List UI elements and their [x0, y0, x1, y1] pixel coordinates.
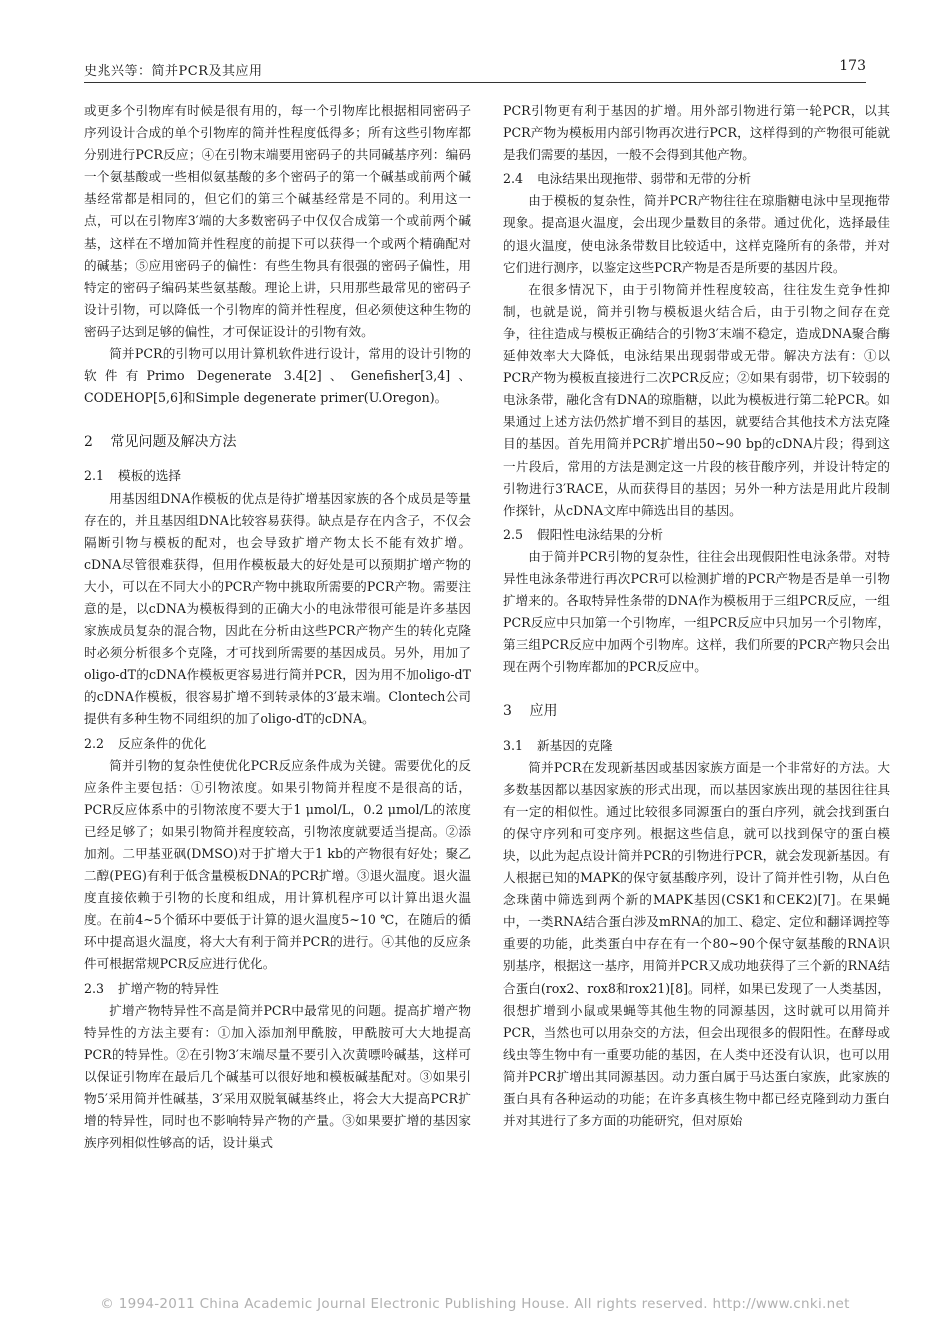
- paragraph: 由于模板的复杂性，简并PCR产物往往在琼脂糖电泳中呈现拖带现象。提高退火温度，会出现少量数目的条带。通过优化，选择最佳的退火温度，使电泳条带数目比较适中，这样克隆所有的条带，并对它们进行测序，以鉴定这些PCR产物是否是所要的基因片段。: [503, 193, 890, 275]
- right-column: [503, 100, 890, 1132]
- subsection-heading: [84, 978, 471, 1000]
- subsection-title: 新基因的克隆: [537, 737, 613, 753]
- subsection-number: 3.1: [503, 737, 524, 753]
- paragraph: 在很多情况下，由于引物简并性程度较高，往往发生竞争性抑制，也就是说，简并引物与模板退火结合后，由于引物之间存在竞争，往往造成与模板正确结合的引物3′末端不稳定，造成DNA聚合酶延伸效率大大降低，电泳结果出现弱带或无带。解决方法有：①以PCR产物为模板直接进行二次PCR反应；②如果有弱带，切下较弱的电泳条带，融化含有DNA的琼脂糖，以此为模板进行第二轮PCR。如果通过上述方法仍然扩增不到目的基因，就要结合其他技术方法克隆目的基因。首先用简并PCR扩增出50~90 bp的cDNA片段；得到这一片段后，常用的方法是测定这一片段的核苷酸序列，并设计特定的引物进行3′RACE，从而获得目的基因；另外一种方法是用此片段制作探针，从cDNA文库中筛选出目的基因。: [503, 281, 890, 518]
- subsection-heading: [84, 465, 471, 487]
- paragraph: 简并PCR的引物可以用计算机软件进行设计，常用的设计引物的软件有Primo Degenerate 3.4[2]、Genefisher[3,4]、CODEHOP[5,6]和Simple degenerate primer(U.Oregon)。: [84, 346, 471, 406]
- subsection-title: 电泳结果出现拖带、弱带和无带的分析: [537, 171, 752, 187]
- copyright-footer: © 1994-2011 China Academic Journal Electronic Publishing House. All rights reserved. http://www.cnki.net: [100, 1296, 850, 1312]
- paragraph: 或更多个引物库有时候是很有用的，每一个引物库比根据相同密码子序列设计合成的单个引物库的简并性程度低得多；所有这些引物库都分别进行PCR反应；④在引物末端要用密码子的共同碱基序列：编码一个氨基酸或一些相似氨基酸的多个密码子的第一个碱基或前两个碱基经常都是相同的，但它们的第三个碱基经常是不同的。利用这一点，可以在引物库3′端的大多数密码子中仅仅合成第一个或前两个碱基，这样在不增加简并性程度的前提下可以获得一个或两个精确配对的碱基；⑤应用密码子的偏性：有些生物具有很强的密码子偏性，用特定的密码子编码某些氨基酸。理论上讲，只用那些最常见的密码子设计引物，可以降低一个引物库的简并性程度，但必须使这种生物的密码子达到足够的偏性，才可保证设计的引物有效。: [84, 103, 471, 339]
- section-title: 应用: [529, 703, 558, 720]
- section-number: 2: [84, 434, 93, 451]
- section-heading: [503, 700, 890, 722]
- subsection-number: 2.1: [84, 468, 105, 484]
- left-column: [84, 100, 471, 1154]
- section-title: 常见问题及解决方法: [110, 434, 237, 451]
- subsection-title: 扩增产物的特异性: [118, 980, 219, 996]
- paragraph: 简并引物的复杂性使优化PCR反应条件成为关键。需要优化的反应条件主要包括：①引物浓度。如果引物简并程度不是很高的话，PCR反应体系中的引物浓度不要大于1 μmol/L，0.2 μmol/L的浓度已经足够了；如果引物简并程度较高，引物浓度就要适当提高。②添加剂。二甲基亚砜(DMSO)对于扩增大于1 kb的产物很有好处；聚乙二醇(PEG)有利于低含量模板DNA的PCR扩增。③退火温度。退火温度直接依赖于引物的长度和组成，用计算机程序可以计算出退火温度。在前4~5个循环中要低于计算的退火温度5~10 ℃，在随后的循环中提高退火温度，将大大有利于简并PCR的进行。④其他的反应条件可根据常规PCR反应进行优化。: [84, 757, 471, 972]
- subsection-number: 2.2: [84, 735, 105, 751]
- running-title: 史兆兴等：简并PCR及其应用: [84, 64, 263, 79]
- subsection-heading: [503, 735, 890, 757]
- section-heading: [84, 431, 471, 453]
- subsection-heading: [84, 733, 471, 755]
- subsection-heading: [503, 524, 890, 546]
- subsection-title: 反应条件的优化: [118, 735, 207, 751]
- paragraph: 扩增产物特异性不高是简并PCR中最常见的问题。提高扩增产物特异性的方法主要有：①加入添加剂甲酰胺，甲酰胺可大大地提高PCR的特异性。②在引物3′末端尽量不要引入次黄嘌呤碱基，这样可以保证引物库在最后几个碱基可以很好地和模板碱基配对。③如果引物5′采用简并性碱基，3′采用双脱氧碱基终止，将会大大提高PCR扩增的特异性，同时也不影响特异产物的产量。③如果要扩增的基因家族序列相似性够高的话，设计巢式: [84, 1002, 471, 1151]
- subsection-number: 2.5: [503, 526, 524, 542]
- page-number: 173: [839, 58, 866, 74]
- paragraph: 由于简并PCR引物的复杂性，往往会出现假阳性电泳条带。对特异性电泳条带进行再次PCR可以检测扩增的PCR产物是否是单一引物扩增来的。各取特异性条带的DNA作为模板用于三组PCR反应，一组PCR反应中只加第一个引物库，一组PCR反应中只加另一个引物库，第三组PCR反应中加两个引物库。这样，我们所要的PCR产物只会出现在两个引物库都加的PCR反应中。: [503, 548, 890, 675]
- subsection-heading: [503, 168, 890, 190]
- paragraph: 简并PCR在发现新基因或基因家族方面是一个非常好的方法。大多数基因都以基因家族的形式出现，而以基因家族出现的基因往往具有一定的相似性。通过比较很多同源蛋白的蛋白序列，就会找到蛋白的保守序列和可变序列。根据这些信息，就可以找到保守的蛋白模块，以此为起点设计简并PCR的引物进行PCR，就会发现新基因。有人根据已知的MAPK的保守氨基酸序列，设计了简并性引物，从白色念珠菌中筛选到两个新的MAPK基因(CSK1和CEK2)[7]。在果蝇中，一类RNA结合蛋白涉及mRNA的加工、稳定、定位和翻译调控等重要的功能，此类蛋白中存在有一个80~90个保守氨基酸的RNA识别基序，根据这一基序，用简并PCR又成功地获得了三个新的RNA结合蛋白(rox2、rox8和rox21)[8]。同样，如果已发现了一人类基因，很想扩增到小鼠或果蝇等其他生物的同源基因，这时就可以用简并PCR，当然也可以用杂交的方法，但会出现很多的假阳性。在酵母或线虫等生物中有一重要功能的基因，在人类中还没有认识，也可以用简并PCR扩增出其同源基因。动力蛋白属于马达蛋白家族，此家族的蛋白具有各种运动的功能；在许多真核生物中都已经克隆到动力蛋白并对其进行了多方面的功能研究，但对原始: [503, 759, 890, 1129]
- subsection-title: 假阳性电泳结果的分析: [537, 526, 663, 542]
- running-header: [84, 56, 866, 83]
- paragraph: PCR引物更有利于基因的扩增。用外部引物进行第一轮PCR，以其PCR产物为模板用内部引物再次进行PCR，这样得到的产物很可能就是我们需要的基因，一般不会得到其他产物。: [503, 103, 890, 163]
- paragraph: 用基因组DNA作模板的优点是待扩增基因家族的各个成员是等量存在的，并且基因组DNA比较容易获得。缺点是存在内含子，不仅会隔断引物与模板的配对，也会导致扩增产物太长不能有效扩增。cDNA尽管很难获得，但用作模板最大的好处是可以预期扩增产物的大小，可以在不同大小的PCR产物中挑取所需要的PCR产物。需要注意的是，以cDNA为模板得到的正确大小的电泳带很可能是许多基因家族成员复杂的混合物，因此在分析由这些PCR产物产生的转化克隆时必须分析很多个克隆，才可找到所需要的基因成员。另外，用加了oligo-dT的cDNA作模板更容易进行简并PCR，因为用不加oligo-dT的cDNA作模板，很容易扩增不到转录体的3′最末端。Clontech公司提供有多种生物不同组织的加了oligo-dT的cDNA。: [84, 490, 471, 727]
- section-number: 3: [503, 703, 512, 720]
- subsection-title: 模板的选择: [118, 468, 181, 484]
- subsection-number: 2.4: [503, 171, 524, 187]
- subsection-number: 2.3: [84, 980, 105, 996]
